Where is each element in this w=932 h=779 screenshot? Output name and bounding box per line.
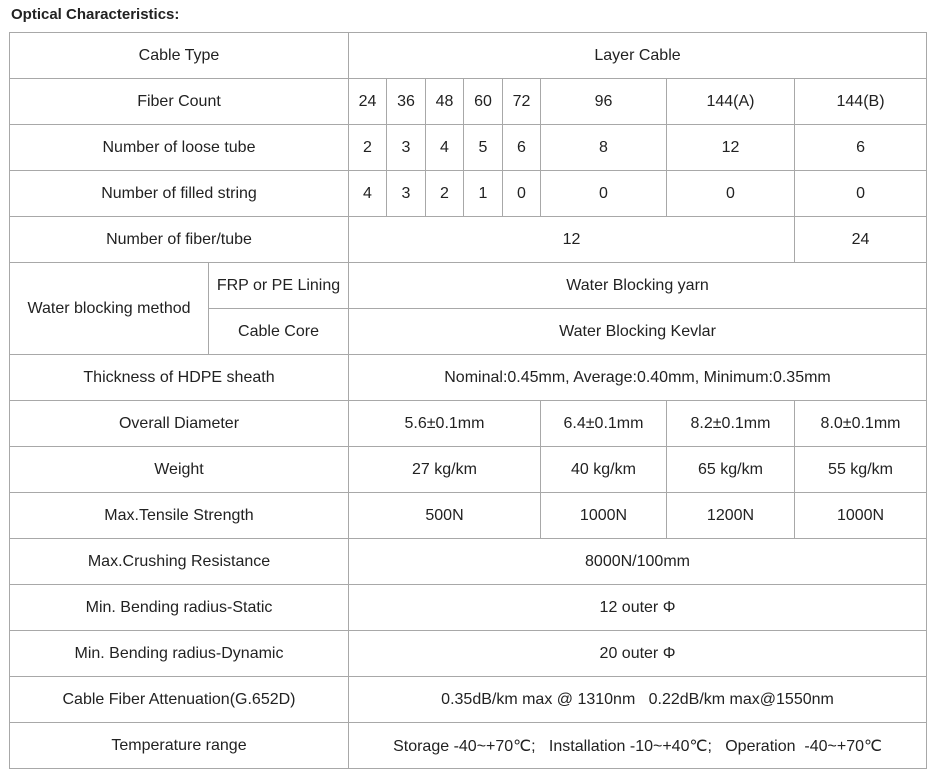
table-cell: 2: [349, 125, 387, 171]
table-cell: 144(A): [667, 79, 795, 125]
table-row: [10, 723, 927, 769]
row-label: Water blocking method: [10, 263, 209, 355]
table-cell: 500N: [349, 493, 541, 539]
table-cell: 65 kg/km: [667, 447, 795, 493]
table-row: [10, 263, 927, 309]
table-cell: 55 kg/km: [795, 447, 927, 493]
row-label: Number of fiber/tube: [10, 217, 349, 263]
table-cell: 24: [349, 79, 387, 125]
table-cell: 8.2±0.1mm: [667, 401, 795, 447]
row-label: Max.Crushing Resistance: [10, 539, 349, 585]
table-cell: 1000N: [541, 493, 667, 539]
table-cell: 1200N: [667, 493, 795, 539]
table-cell: 0: [503, 171, 541, 217]
table-cell: 0: [667, 171, 795, 217]
sub-label: FRP or PE Lining: [209, 263, 349, 309]
table-row: [10, 677, 927, 723]
table-cell: 5: [464, 125, 503, 171]
table-row: [10, 539, 927, 585]
table-cell: 6: [795, 125, 927, 171]
sub-label: Cable Core: [209, 309, 349, 355]
table-cell: 40 kg/km: [541, 447, 667, 493]
table-cell: 0.35dB/km max @ 1310nm 0.22dB/km max@1550nm: [349, 677, 927, 723]
row-label: Min. Bending radius-Dynamic: [10, 631, 349, 677]
row-label: Number of filled string: [10, 171, 349, 217]
table-cell: 12 outer Φ: [349, 585, 927, 631]
row-label: Weight: [10, 447, 349, 493]
row-label: Fiber Count: [10, 79, 349, 125]
table-cell: 4: [426, 125, 464, 171]
row-label: Temperature range: [10, 723, 349, 769]
table-row: [10, 447, 927, 493]
table-cell: Layer Cable: [349, 33, 927, 79]
optical-characteristics-table: [9, 32, 927, 769]
table-cell: 1000N: [795, 493, 927, 539]
table-cell: 6.4±0.1mm: [541, 401, 667, 447]
table-row: [10, 171, 927, 217]
table-cell: 60: [464, 79, 503, 125]
table-cell: 24: [795, 217, 927, 263]
table-row: [10, 355, 927, 401]
table-cell: 20 outer Φ: [349, 631, 927, 677]
table-cell: 2: [426, 171, 464, 217]
table-row: [10, 217, 927, 263]
table-cell: 12: [667, 125, 795, 171]
table-cell: Water Blocking Kevlar: [349, 309, 927, 355]
table-row: [10, 493, 927, 539]
table-cell: 6: [503, 125, 541, 171]
row-label: Number of loose tube: [10, 125, 349, 171]
row-label: Max.Tensile Strength: [10, 493, 349, 539]
table-cell: 12: [349, 217, 795, 263]
table-row: [10, 631, 927, 677]
table-row: [10, 33, 927, 79]
table-cell: 48: [426, 79, 464, 125]
table-cell: Nominal:0.45mm, Average:0.40mm, Minimum:0.35mm: [349, 355, 927, 401]
row-label: Cable Fiber Attenuation(G.652D): [10, 677, 349, 723]
table-cell: 5.6±0.1mm: [349, 401, 541, 447]
table-cell: 96: [541, 79, 667, 125]
table-cell: 36: [387, 79, 426, 125]
table-cell: Storage -40~+70℃; Installation -10~+40℃; Operation -40~+70℃: [349, 723, 927, 769]
table-row: [10, 79, 927, 125]
table-cell: 3: [387, 171, 426, 217]
table-cell: 0: [541, 171, 667, 217]
row-label: Min. Bending radius-Static: [10, 585, 349, 631]
row-label: Overall Diameter: [10, 401, 349, 447]
row-label: Thickness of HDPE sheath: [10, 355, 349, 401]
table-cell: 0: [795, 171, 927, 217]
table-cell: 8: [541, 125, 667, 171]
table-cell: Water Blocking yarn: [349, 263, 927, 309]
table-cell: 72: [503, 79, 541, 125]
table-cell: 3: [387, 125, 426, 171]
row-label: Cable Type: [10, 33, 349, 79]
table-cell: 144(B): [795, 79, 927, 125]
table-cell: 4: [349, 171, 387, 217]
table-cell: 8.0±0.1mm: [795, 401, 927, 447]
table-cell: 27 kg/km: [349, 447, 541, 493]
table-row: [10, 125, 927, 171]
section-heading: Optical Characteristics:: [11, 6, 180, 23]
table-row: [10, 401, 927, 447]
table-row: [10, 585, 927, 631]
table-cell: 1: [464, 171, 503, 217]
table-cell: 8000N/100mm: [349, 539, 927, 585]
